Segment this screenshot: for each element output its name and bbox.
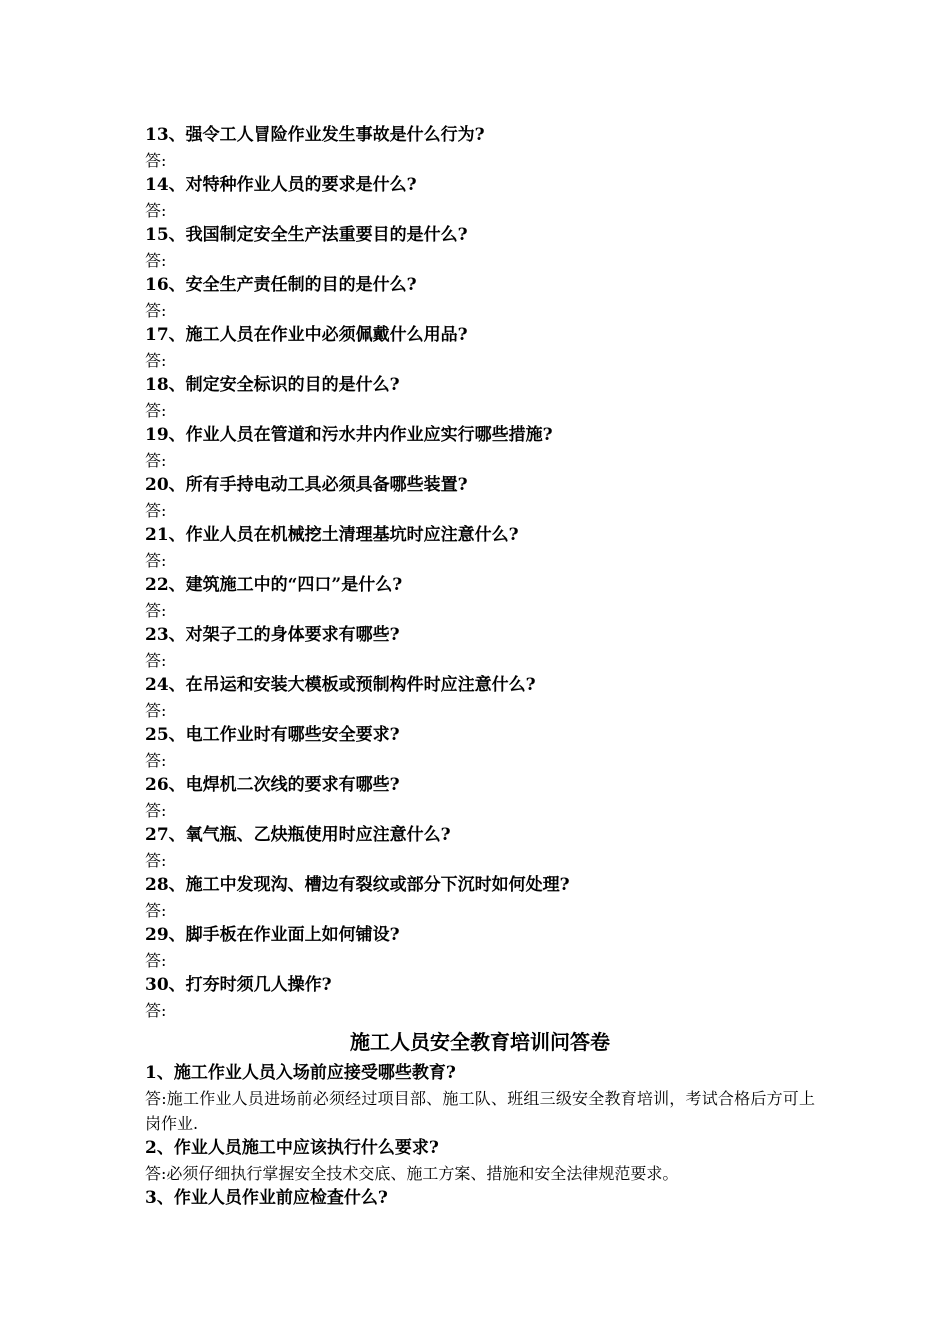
qa-section <box>145 1023 815 1211</box>
question-21: 21、作业人员在机械挖土清理基坑时应注意什么? <box>145 525 519 545</box>
answer-22: 答: <box>145 601 167 620</box>
answer-25: 答: <box>145 751 167 770</box>
section-title: 施工人员安全教育培训问答卷 <box>350 1030 610 1054</box>
answer-28: 答: <box>145 901 167 920</box>
answer-18: 答: <box>145 401 167 420</box>
answer-21: 答: <box>145 551 167 570</box>
question-14: 14、对特种作业人员的要求是什么? <box>145 175 417 195</box>
answer-24: 答: <box>145 701 167 720</box>
document-page <box>145 123 815 1211</box>
question-24: 24、在吊运和安装大模板或预制构件时应注意什么? <box>145 675 536 695</box>
question-19: 19、作业人员在管道和污水井内作业应实行哪些措施? <box>145 425 553 445</box>
question-17: 17、施工人员在作业中必须佩戴什么用品? <box>145 325 468 345</box>
question-15: 15、我国制定安全生产法重要目的是什么? <box>145 225 468 245</box>
question-28: 28、施工中发现沟、槽边有裂纹或部分下沉时如何处理? <box>145 875 570 895</box>
answer-15: 答: <box>145 251 167 270</box>
section-question-2: 2、作业人员施工中应该执行什么要求? <box>145 1138 439 1158</box>
question-26: 26、电焊机二次线的要求有哪些? <box>145 775 400 795</box>
question-27: 27、氧气瓶、乙炔瓶使用时应注意什么? <box>145 825 451 845</box>
question-23: 23、对架子工的身体要求有哪些? <box>145 625 400 645</box>
question-13: 13、强令工人冒险作业发生事故是什么行为? <box>145 125 485 145</box>
answer-16: 答: <box>145 301 167 320</box>
section-answer-2: 答:必须仔细执行掌握安全技术交底、施工方案、措施和安全法律规范要求。 <box>145 1164 679 1183</box>
answer-17: 答: <box>145 351 167 370</box>
question-22: 22、建筑施工中的“四口”是什么? <box>145 575 403 595</box>
answer-13: 答: <box>145 151 167 170</box>
question-18: 18、制定安全标识的目的是什么? <box>145 375 400 395</box>
answer-29: 答: <box>145 951 167 970</box>
answer-19: 答: <box>145 451 167 470</box>
question-16: 16、安全生产责任制的目的是什么? <box>145 275 417 295</box>
answer-30: 答: <box>145 1001 167 1020</box>
section-answer-1: 答:施工作业人员进场前必须经过项目部、施工队、班组三级安全教育培训，考试合格后方可上岗作业. <box>145 1089 815 1133</box>
answer-26: 答: <box>145 801 167 820</box>
answer-23: 答: <box>145 651 167 670</box>
section-question-1: 1、施工作业人员入场前应接受哪些教育? <box>145 1063 456 1083</box>
question-list <box>145 123 815 1023</box>
answer-14: 答: <box>145 201 167 220</box>
answer-27: 答: <box>145 851 167 870</box>
question-30: 30、打夯时须几人操作? <box>145 975 332 995</box>
question-29: 29、脚手板在作业面上如何铺设? <box>145 925 400 945</box>
answer-20: 答: <box>145 501 167 520</box>
question-20: 20、所有手持电动工具必须具备哪些装置? <box>145 475 468 495</box>
question-25: 25、电工作业时有哪些安全要求? <box>145 725 400 745</box>
section-question-3: 3、作业人员作业前应检查什么? <box>145 1188 388 1208</box>
